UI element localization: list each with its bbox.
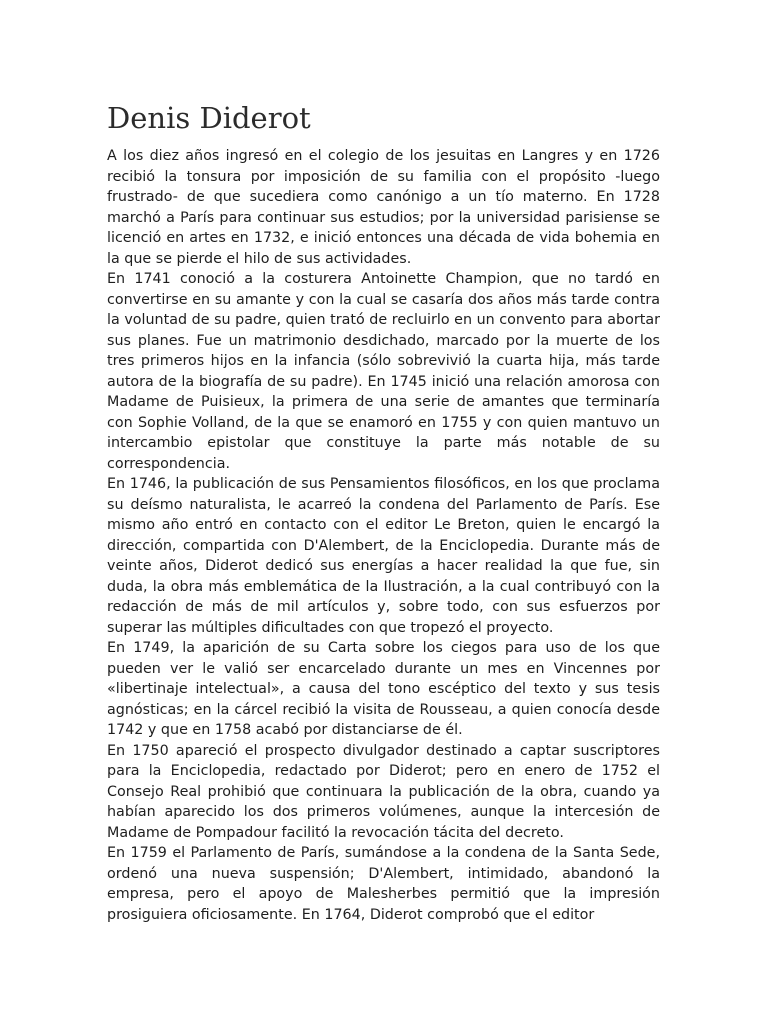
page-title: Denis Diderot <box>107 101 311 135</box>
paragraph: A los diez años ingresó en el colegio de los jesuitas en Langres y en 1726 recibió la tonsura por imposición de su familia con el propósito -luego frustrado- de que sucediera como canónigo a un tío materno. En 1728 marchó a París para continuar sus estudios; por la universidad parisiense se licenció en artes en 1732, e inició entonces una década de vida bohemia en la que se pierde el hilo de sus actividades. <box>107 148 660 267</box>
paragraph: En 1741 conoció a la costurera Antoinette Champion, que no tardó en convertirse en su amante y con la cual se casaría dos años más tarde contra la voluntad de su padre, quien trató de recluirlo en un convento para abortar sus planes. Fue un matrimonio desdichado, marcado por la muerte de los tres primeros hijos en la infancia (sólo sobrevivió la cuarta hija, más tarde autora de la biografía de su padre). En 1745 inició una relación amorosa con Madame de Puisieux, la primera de una serie de amantes que terminaría con Sophie Volland, de la que se enamoró en 1755 y con quien mantuvo un intercambio epistolar que constituye la parte más notable de su correspondencia. <box>107 271 660 472</box>
paragraph: En 1750 apareció el prospecto divulgador destinado a captar suscriptores para la Enciclopedia, redactado por Diderot; pero en enero de 1752 el Consejo Real prohibió que continuara la publicación de la obra, cuando ya habían aparecido los dos primeros volúmenes, aunque la intercesión de Madame de Pompadour facilitó la revocación tácita del decreto. <box>107 742 660 841</box>
document-body <box>107 146 660 922</box>
paragraph: En 1759 el Parlamento de París, sumándose a la condena de la Santa Sede, ordenó una nueva suspensión; D'Alembert, intimidado, abandonó la empresa, pero el apoyo de Malesherbes permitió que la impresión prosiguiera oficiosamente. En 1764, Diderot comprobó que el editor <box>107 845 660 922</box>
paragraph: En 1749, la aparición de su Carta sobre los ciegos para uso de los que pueden ver le valió ser encarcelado durante un mes en Vincennes por «libertinaje intelectual», a causa del tono escéptico del texto y sus tesis agnósticas; en la cárcel recibió la visita de Rousseau, a quien conocía desde 1742 y que en 1758 acabó por distanciarse de él. <box>107 640 660 738</box>
paragraph: En 1746, la publicación de sus Pensamientos filosóficos, en los que proclama su deísmo naturalista, le acarreó la condena del Parlamento de París. Ese mismo año entró en contacto con el editor Le Breton, quien le encargó la dirección, compartida con D'Alembert, de la Enciclopedia. Durante más de veinte años, Diderot dedicó sus energías a hacer realidad la que fue, sin duda, la obra más emblemática de la Ilustración, a la cual contribuyó con la redacción de más de mil artículos y, sobre todo, con sus esfuerzos por superar las múltiples dificultades con que tropezó el proyecto. <box>107 476 660 636</box>
